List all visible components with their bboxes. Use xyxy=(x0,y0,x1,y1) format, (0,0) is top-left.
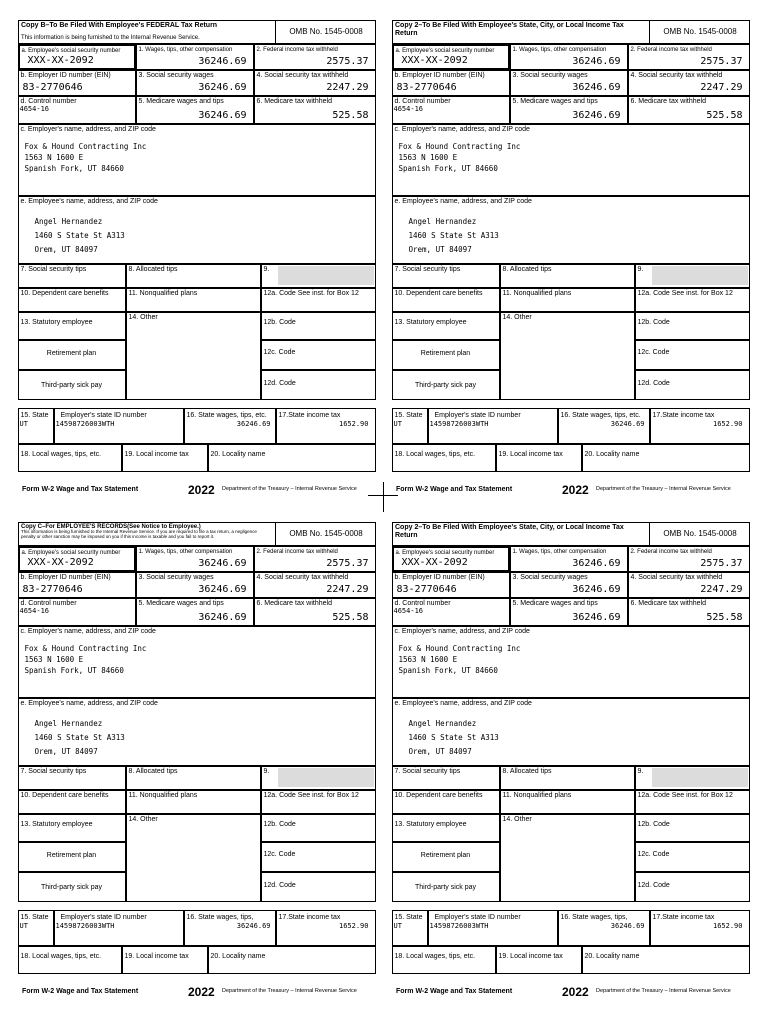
employer-address: Fox & Hound Contracting Inc 1563 N 1600 E Spanish Fork, UT 84660 xyxy=(398,643,521,675)
state-tax-value: 1652.90 xyxy=(712,921,743,930)
box-e-employee: e. Employee's name, address, and ZIP code Angel Hernandez 1460 S State St A313 Orem, UT 84097 xyxy=(18,196,376,264)
box-15-state-id: Employer's state ID number 14598726003WTH xyxy=(54,408,184,444)
box-a-ssn: a. Employee's social security number XXX-XX-2092 xyxy=(392,546,510,572)
box-b-ein: b. Employer ID number (EIN) 83-2770646 xyxy=(18,572,136,598)
box-12d: 12d. Code xyxy=(635,872,750,902)
box-c-employer: c. Employer's name, address, and ZIP code Fox & Hound Contracting Inc 1563 N 1600 E Spanish Fork, UT 84660 xyxy=(392,124,750,196)
state-tax-value: 1652.90 xyxy=(338,419,369,428)
box-4-ss-tax: 4. Social security tax withheld 2247.29 xyxy=(254,572,376,598)
box-4-ss-tax: 4. Social security tax withheld 2247.29 xyxy=(628,572,750,598)
box-15-state-id: Employer's state ID number 14598726003WTH xyxy=(428,910,558,946)
medicare-wages-value: 36246.69 xyxy=(198,109,247,121)
box-9-shading xyxy=(278,768,374,787)
box-12b: 12b. Code xyxy=(635,814,750,842)
copy-title: Copy 2–To Be Filed With Employee's State, City, or Local Income Tax Return xyxy=(395,22,624,37)
box-12d: 12d. Code xyxy=(635,370,750,400)
box-17-state-tax: 17.State income tax 1652.90 xyxy=(650,910,750,946)
box-12b: 12b. Code xyxy=(261,814,376,842)
box-c-employer: c. Employer's name, address, and ZIP code Fox & Hound Contracting Inc 1563 N 1600 E Spanish Fork, UT 84660 xyxy=(392,626,750,698)
box-13-third-party: Third-party sick pay xyxy=(392,872,500,902)
box-14-other: 14. Other xyxy=(126,312,261,400)
box-13-statutory: 13. Statutory employee xyxy=(18,312,126,340)
ss-tax-value: 2247.29 xyxy=(326,81,369,93)
box-3-ss-wages: 3. Social security wages 36246.69 xyxy=(510,572,628,598)
box-18-local-wages: 18. Local wages, tips, etc. xyxy=(392,444,496,472)
state-wages-label: 16. State wages, tips, xyxy=(186,913,254,921)
box-11-nonqualified: 11. Nonqualified plans xyxy=(126,288,261,312)
box-2-federal-tax: 2. Federal income tax withheld 2575.37 xyxy=(254,44,376,70)
box-8-allocated-tips: 8. Allocated tips xyxy=(126,766,261,790)
state-id-value: 14598726003WTH xyxy=(55,419,115,428)
box-17-state-tax: 17.State income tax 1652.90 xyxy=(276,408,376,444)
state-wages-value: 36246.69 xyxy=(610,921,645,930)
box-20-locality: 20. Locality name xyxy=(582,444,750,472)
tax-year: 2022 xyxy=(562,985,589,999)
box-3-ss-wages: 3. Social security wages 36246.69 xyxy=(510,70,628,96)
box-6-medicare-tax: 6. Medicare tax withheld 525.58 xyxy=(628,598,750,626)
box-1-wages: 1. Wages, tips, other compensation 36246.69 xyxy=(136,44,254,70)
wages-value: 36246.69 xyxy=(198,55,247,67)
tax-year: 2022 xyxy=(562,483,589,497)
box-17-state-tax: 17.State income tax 1652.90 xyxy=(276,910,376,946)
box-16-state-wages xyxy=(558,910,650,946)
ein-value: 83-2770646 xyxy=(396,81,457,93)
box-15-state-id: Employer's state ID number 14598726003WTH xyxy=(54,910,184,946)
ss-tax-value: 2247.29 xyxy=(700,81,743,93)
box-d-control: d. Control number 4654-16 xyxy=(18,598,136,626)
state-id-value: 14598726003WTH xyxy=(429,419,489,428)
ss-wages-value: 36246.69 xyxy=(198,583,247,595)
ss-wages-value: 36246.69 xyxy=(572,583,621,595)
box-16-state-wages xyxy=(184,408,276,444)
box-1-wages: 1. Wages, tips, other compensation 36246.69 xyxy=(510,546,628,572)
box-13-statutory: 13. Statutory employee xyxy=(392,312,500,340)
form-name: Form W-2 Wage and Tax Statement xyxy=(396,988,513,995)
form-footer xyxy=(18,482,376,500)
ein-value: 83-2770646 xyxy=(22,81,83,93)
employee-address: Angel Hernandez 1460 S State St A313 Orem, UT 84097 xyxy=(408,216,499,254)
box-12a: 12a. Code See inst. for Box 12 xyxy=(261,790,376,814)
box-c-employer: c. Employer's name, address, and ZIP code Fox & Hound Contracting Inc 1563 N 1600 E Spanish Fork, UT 84660 xyxy=(18,626,376,698)
box-a-ssn: a. Employee's social security number XXX-XX-2092 xyxy=(18,546,136,572)
medicare-tax-value: 525.58 xyxy=(706,611,743,623)
box-13-statutory: 13. Statutory employee xyxy=(392,814,500,842)
state-wages-value: 36246.69 xyxy=(236,921,271,930)
box-13-retirement: Retirement plan xyxy=(392,340,500,370)
form-name: Form W-2 Wage and Tax Statement xyxy=(396,486,513,493)
copy-title: Copy C–For EMPLOYEE'S RECORDS(See Notice to Employee.) xyxy=(21,524,201,530)
control-value: 4654-16 xyxy=(393,104,424,113)
box-a-ssn: a. Employee's social security number XXX-XX-2092 xyxy=(18,44,136,70)
medicare-tax-value: 525.58 xyxy=(332,109,369,121)
box-d-control: d. Control number 4654-16 xyxy=(392,96,510,124)
ssn-value: XXX-XX-2092 xyxy=(27,54,94,66)
box-16-state-wages xyxy=(558,408,650,444)
box-e-employee: e. Employee's name, address, and ZIP code Angel Hernandez 1460 S State St A313 Orem, UT 84097 xyxy=(18,698,376,766)
box-19-local-tax: 19. Local income tax xyxy=(122,444,208,472)
state-tax-value: 1652.90 xyxy=(712,419,743,428)
form-footer xyxy=(392,482,750,500)
ein-value: 83-2770646 xyxy=(396,583,457,595)
box-11-nonqualified: 11. Nonqualified plans xyxy=(500,790,635,814)
box-5-medicare-wages: 5. Medicare wages and tips 36246.69 xyxy=(136,598,254,626)
state-wages-label: 16. State wages, tips, xyxy=(560,913,628,921)
box-e-employee: e. Employee's name, address, and ZIP code Angel Hernandez 1460 S State St A313 Orem, UT 84097 xyxy=(392,698,750,766)
box-7-ss-tips: 7. Social security tips xyxy=(392,766,500,790)
ss-wages-value: 36246.69 xyxy=(198,81,247,93)
box-12c: 12c. Code xyxy=(635,340,750,370)
box-a-ssn: a. Employee's social security number XXX-XX-2092 xyxy=(392,44,510,70)
copy-header xyxy=(392,20,750,44)
federal-tax-value: 2575.37 xyxy=(326,557,369,569)
ssn-value: XXX-XX-2092 xyxy=(27,556,94,568)
box-3-ss-wages: 3. Social security wages 36246.69 xyxy=(136,572,254,598)
box-9: 9. xyxy=(261,766,376,790)
box-b-ein: b. Employer ID number (EIN) 83-2770646 xyxy=(392,572,510,598)
omb-number: OMB No. 1545-0008 xyxy=(275,21,376,43)
box-2-federal-tax: 2. Federal income tax withheld 2575.37 xyxy=(254,546,376,572)
box-5-medicare-wages: 5. Medicare wages and tips 36246.69 xyxy=(136,96,254,124)
state-tax-value: 1652.90 xyxy=(338,921,369,930)
w2-copy-2-state-bottom xyxy=(392,522,750,1004)
box-1-wages: 1. Wages, tips, other compensation 36246.69 xyxy=(136,546,254,572)
box-19-local-tax: 19. Local income tax xyxy=(496,946,582,974)
copy-note: This information is being furnished to the Internal Revenue Service. xyxy=(21,35,200,41)
federal-tax-value: 2575.37 xyxy=(700,55,743,67)
box-12c: 12c. Code xyxy=(261,842,376,872)
department: Department of the Treasury – Internal Revenue Service xyxy=(222,486,357,492)
box-6-medicare-tax: 6. Medicare tax withheld 525.58 xyxy=(254,96,376,124)
employee-address: Angel Hernandez 1460 S State St A313 Orem, UT 84097 xyxy=(408,718,499,756)
omb-number: OMB No. 1545-0008 xyxy=(649,21,750,43)
box-13-retirement: Retirement plan xyxy=(18,340,126,370)
box-16-state-wages xyxy=(184,910,276,946)
box-11-nonqualified: 11. Nonqualified plans xyxy=(500,288,635,312)
box-b-ein: b. Employer ID number (EIN) 83-2770646 xyxy=(392,70,510,96)
box-15-state: 15. State UT xyxy=(392,408,428,444)
employee-address: Angel Hernandez 1460 S State St A313 Orem, UT 84097 xyxy=(34,718,125,756)
w2-copy-2-state-top xyxy=(392,20,750,502)
box-7-ss-tips: 7. Social security tips xyxy=(18,264,126,288)
box-5-medicare-wages: 5. Medicare wages and tips 36246.69 xyxy=(510,96,628,124)
box-12a: 12a. Code See inst. for Box 12 xyxy=(635,288,750,312)
box-9-shading xyxy=(652,266,748,285)
box-13-statutory: 13. Statutory employee xyxy=(18,814,126,842)
department: Department of the Treasury – Internal Revenue Service xyxy=(222,988,357,994)
box-8-allocated-tips: 8. Allocated tips xyxy=(500,264,635,288)
box-15-state: 15. State UT xyxy=(18,910,54,946)
state-id-value: 14598726003WTH xyxy=(429,921,489,930)
copy-header xyxy=(18,522,376,546)
federal-tax-value: 2575.37 xyxy=(700,557,743,569)
box-4-ss-tax: 4. Social security tax withheld 2247.29 xyxy=(628,70,750,96)
box-b-ein: b. Employer ID number (EIN) 83-2770646 xyxy=(18,70,136,96)
w2-copy-c-employee xyxy=(18,522,376,1004)
employer-address: Fox & Hound Contracting Inc 1563 N 1600 E Spanish Fork, UT 84660 xyxy=(24,643,147,675)
ssn-value: XXX-XX-2092 xyxy=(401,556,468,568)
employer-address: Fox & Hound Contracting Inc 1563 N 1600 E Spanish Fork, UT 84660 xyxy=(398,141,521,173)
box-18-local-wages: 18. Local wages, tips, etc. xyxy=(18,444,122,472)
box-10-dependent-care: 10. Dependent care benefits xyxy=(392,288,500,312)
box-14-other: 14. Other xyxy=(500,814,635,902)
box-13-retirement: Retirement plan xyxy=(392,842,500,872)
state-wages-label: 16. State wages, tips, etc. xyxy=(560,411,641,419)
ein-value: 83-2770646 xyxy=(22,583,83,595)
copy-note: This information is being furnished to the Internal Revenue Service. If you are required to file a tax return, a negligence penalty or other sanction may be imposed on you if this income is taxable and you fail to report it. xyxy=(21,529,257,539)
box-18-local-wages: 18. Local wages, tips, etc. xyxy=(18,946,122,974)
state-value: UT xyxy=(19,419,28,428)
medicare-wages-value: 36246.69 xyxy=(572,611,621,623)
department: Department of the Treasury – Internal Revenue Service xyxy=(596,988,731,994)
control-value: 4654-16 xyxy=(393,606,424,615)
box-8-allocated-tips: 8. Allocated tips xyxy=(500,766,635,790)
copy-title: Copy 2–To Be Filed With Employee's State, City, or Local Income Tax Return xyxy=(395,524,624,539)
form-name: Form W-2 Wage and Tax Statement xyxy=(22,486,139,493)
box-10-dependent-care: 10. Dependent care benefits xyxy=(392,790,500,814)
form-name: Form W-2 Wage and Tax Statement xyxy=(22,988,139,995)
box-15-state: 15. State UT xyxy=(18,408,54,444)
box-9: 9. xyxy=(635,766,750,790)
box-3-ss-wages: 3. Social security wages 36246.69 xyxy=(136,70,254,96)
box-10-dependent-care: 10. Dependent care benefits xyxy=(18,790,126,814)
state-wages-label: 16. State wages, tips, etc. xyxy=(186,411,267,419)
wages-value: 36246.69 xyxy=(572,55,621,67)
copy-header xyxy=(392,522,750,546)
box-c-employer: c. Employer's name, address, and ZIP code Fox & Hound Contracting Inc 1563 N 1600 E Spanish Fork, UT 84660 xyxy=(18,124,376,196)
box-12c: 12c. Code xyxy=(635,842,750,872)
state-value: UT xyxy=(393,419,402,428)
control-value: 4654-16 xyxy=(19,606,50,615)
wages-value: 36246.69 xyxy=(572,557,621,569)
state-value: UT xyxy=(393,921,402,930)
medicare-tax-value: 525.58 xyxy=(332,611,369,623)
ss-wages-value: 36246.69 xyxy=(572,81,621,93)
box-20-locality: 20. Locality name xyxy=(208,444,376,472)
box-5-medicare-wages: 5. Medicare wages and tips 36246.69 xyxy=(510,598,628,626)
box-14-other: 14. Other xyxy=(500,312,635,400)
ss-tax-value: 2247.29 xyxy=(700,583,743,595)
w2-copy-b-federal xyxy=(18,20,376,502)
box-6-medicare-tax: 6. Medicare tax withheld 525.58 xyxy=(628,96,750,124)
state-id-value: 14598726003WTH xyxy=(55,921,115,930)
box-2-federal-tax: 2. Federal income tax withheld 2575.37 xyxy=(628,546,750,572)
cut-mark-vertical xyxy=(383,482,384,512)
box-19-local-tax: 19. Local income tax xyxy=(122,946,208,974)
copy-header xyxy=(18,20,376,44)
box-7-ss-tips: 7. Social security tips xyxy=(392,264,500,288)
omb-number: OMB No. 1545-0008 xyxy=(275,523,376,545)
ssn-value: XXX-XX-2092 xyxy=(401,54,468,66)
wages-value: 36246.69 xyxy=(198,557,247,569)
box-20-locality: 20. Locality name xyxy=(582,946,750,974)
control-value: 4654-16 xyxy=(19,104,50,113)
box-2-federal-tax: 2. Federal income tax withheld 2575.37 xyxy=(628,44,750,70)
box-10-dependent-care: 10. Dependent care benefits xyxy=(18,288,126,312)
box-9-shading xyxy=(652,768,748,787)
box-14-other: 14. Other xyxy=(126,814,261,902)
state-wages-value: 36246.69 xyxy=(236,419,271,428)
box-17-state-tax: 17.State income tax 1652.90 xyxy=(650,408,750,444)
box-13-retirement: Retirement plan xyxy=(18,842,126,872)
federal-tax-value: 2575.37 xyxy=(326,55,369,67)
box-6-medicare-tax: 6. Medicare tax withheld 525.58 xyxy=(254,598,376,626)
box-9: 9. xyxy=(635,264,750,288)
tax-year: 2022 xyxy=(188,483,215,497)
box-12c: 12c. Code xyxy=(261,340,376,370)
omb-number: OMB No. 1545-0008 xyxy=(649,523,750,545)
box-13-third-party: Third-party sick pay xyxy=(18,370,126,400)
box-15-state: 15. State UT xyxy=(392,910,428,946)
box-e-employee: e. Employee's name, address, and ZIP code Angel Hernandez 1460 S State St A313 Orem, UT 84097 xyxy=(392,196,750,264)
box-18-local-wages: 18. Local wages, tips, etc. xyxy=(392,946,496,974)
tax-year: 2022 xyxy=(188,985,215,999)
form-footer xyxy=(18,984,376,1002)
form-footer xyxy=(392,984,750,1002)
box-d-control: d. Control number 4654-16 xyxy=(392,598,510,626)
box-1-wages: 1. Wages, tips, other compensation 36246.69 xyxy=(510,44,628,70)
employee-address: Angel Hernandez 1460 S State St A313 Orem, UT 84097 xyxy=(34,216,125,254)
box-19-local-tax: 19. Local income tax xyxy=(496,444,582,472)
box-11-nonqualified: 11. Nonqualified plans xyxy=(126,790,261,814)
state-wages-value: 36246.69 xyxy=(610,419,645,428)
ss-tax-value: 2247.29 xyxy=(326,583,369,595)
employer-address: Fox & Hound Contracting Inc 1563 N 1600 E Spanish Fork, UT 84660 xyxy=(24,141,147,173)
department: Department of the Treasury – Internal Revenue Service xyxy=(596,486,731,492)
box-12a: 12a. Code See inst. for Box 12 xyxy=(635,790,750,814)
box-9: 9. xyxy=(261,264,376,288)
box-4-ss-tax: 4. Social security tax withheld 2247.29 xyxy=(254,70,376,96)
medicare-wages-value: 36246.69 xyxy=(572,109,621,121)
copy-title: Copy B–To Be Filed With Employee's FEDERAL Tax Return xyxy=(21,22,218,29)
medicare-wages-value: 36246.69 xyxy=(198,611,247,623)
box-12b: 12b. Code xyxy=(261,312,376,340)
box-8-allocated-tips: 8. Allocated tips xyxy=(126,264,261,288)
box-12d: 12d. Code xyxy=(261,370,376,400)
medicare-tax-value: 525.58 xyxy=(706,109,743,121)
box-15-state-id: Employer's state ID number 14598726003WTH xyxy=(428,408,558,444)
box-9-shading xyxy=(278,266,374,285)
box-12a: 12a. Code See inst. for Box 12 xyxy=(261,288,376,312)
box-d-control: d. Control number 4654-16 xyxy=(18,96,136,124)
box-12b: 12b. Code xyxy=(635,312,750,340)
box-13-third-party: Third-party sick pay xyxy=(18,872,126,902)
state-value: UT xyxy=(19,921,28,930)
box-12d: 12d. Code xyxy=(261,872,376,902)
box-13-third-party: Third-party sick pay xyxy=(392,370,500,400)
box-7-ss-tips: 7. Social security tips xyxy=(18,766,126,790)
box-20-locality: 20. Locality name xyxy=(208,946,376,974)
